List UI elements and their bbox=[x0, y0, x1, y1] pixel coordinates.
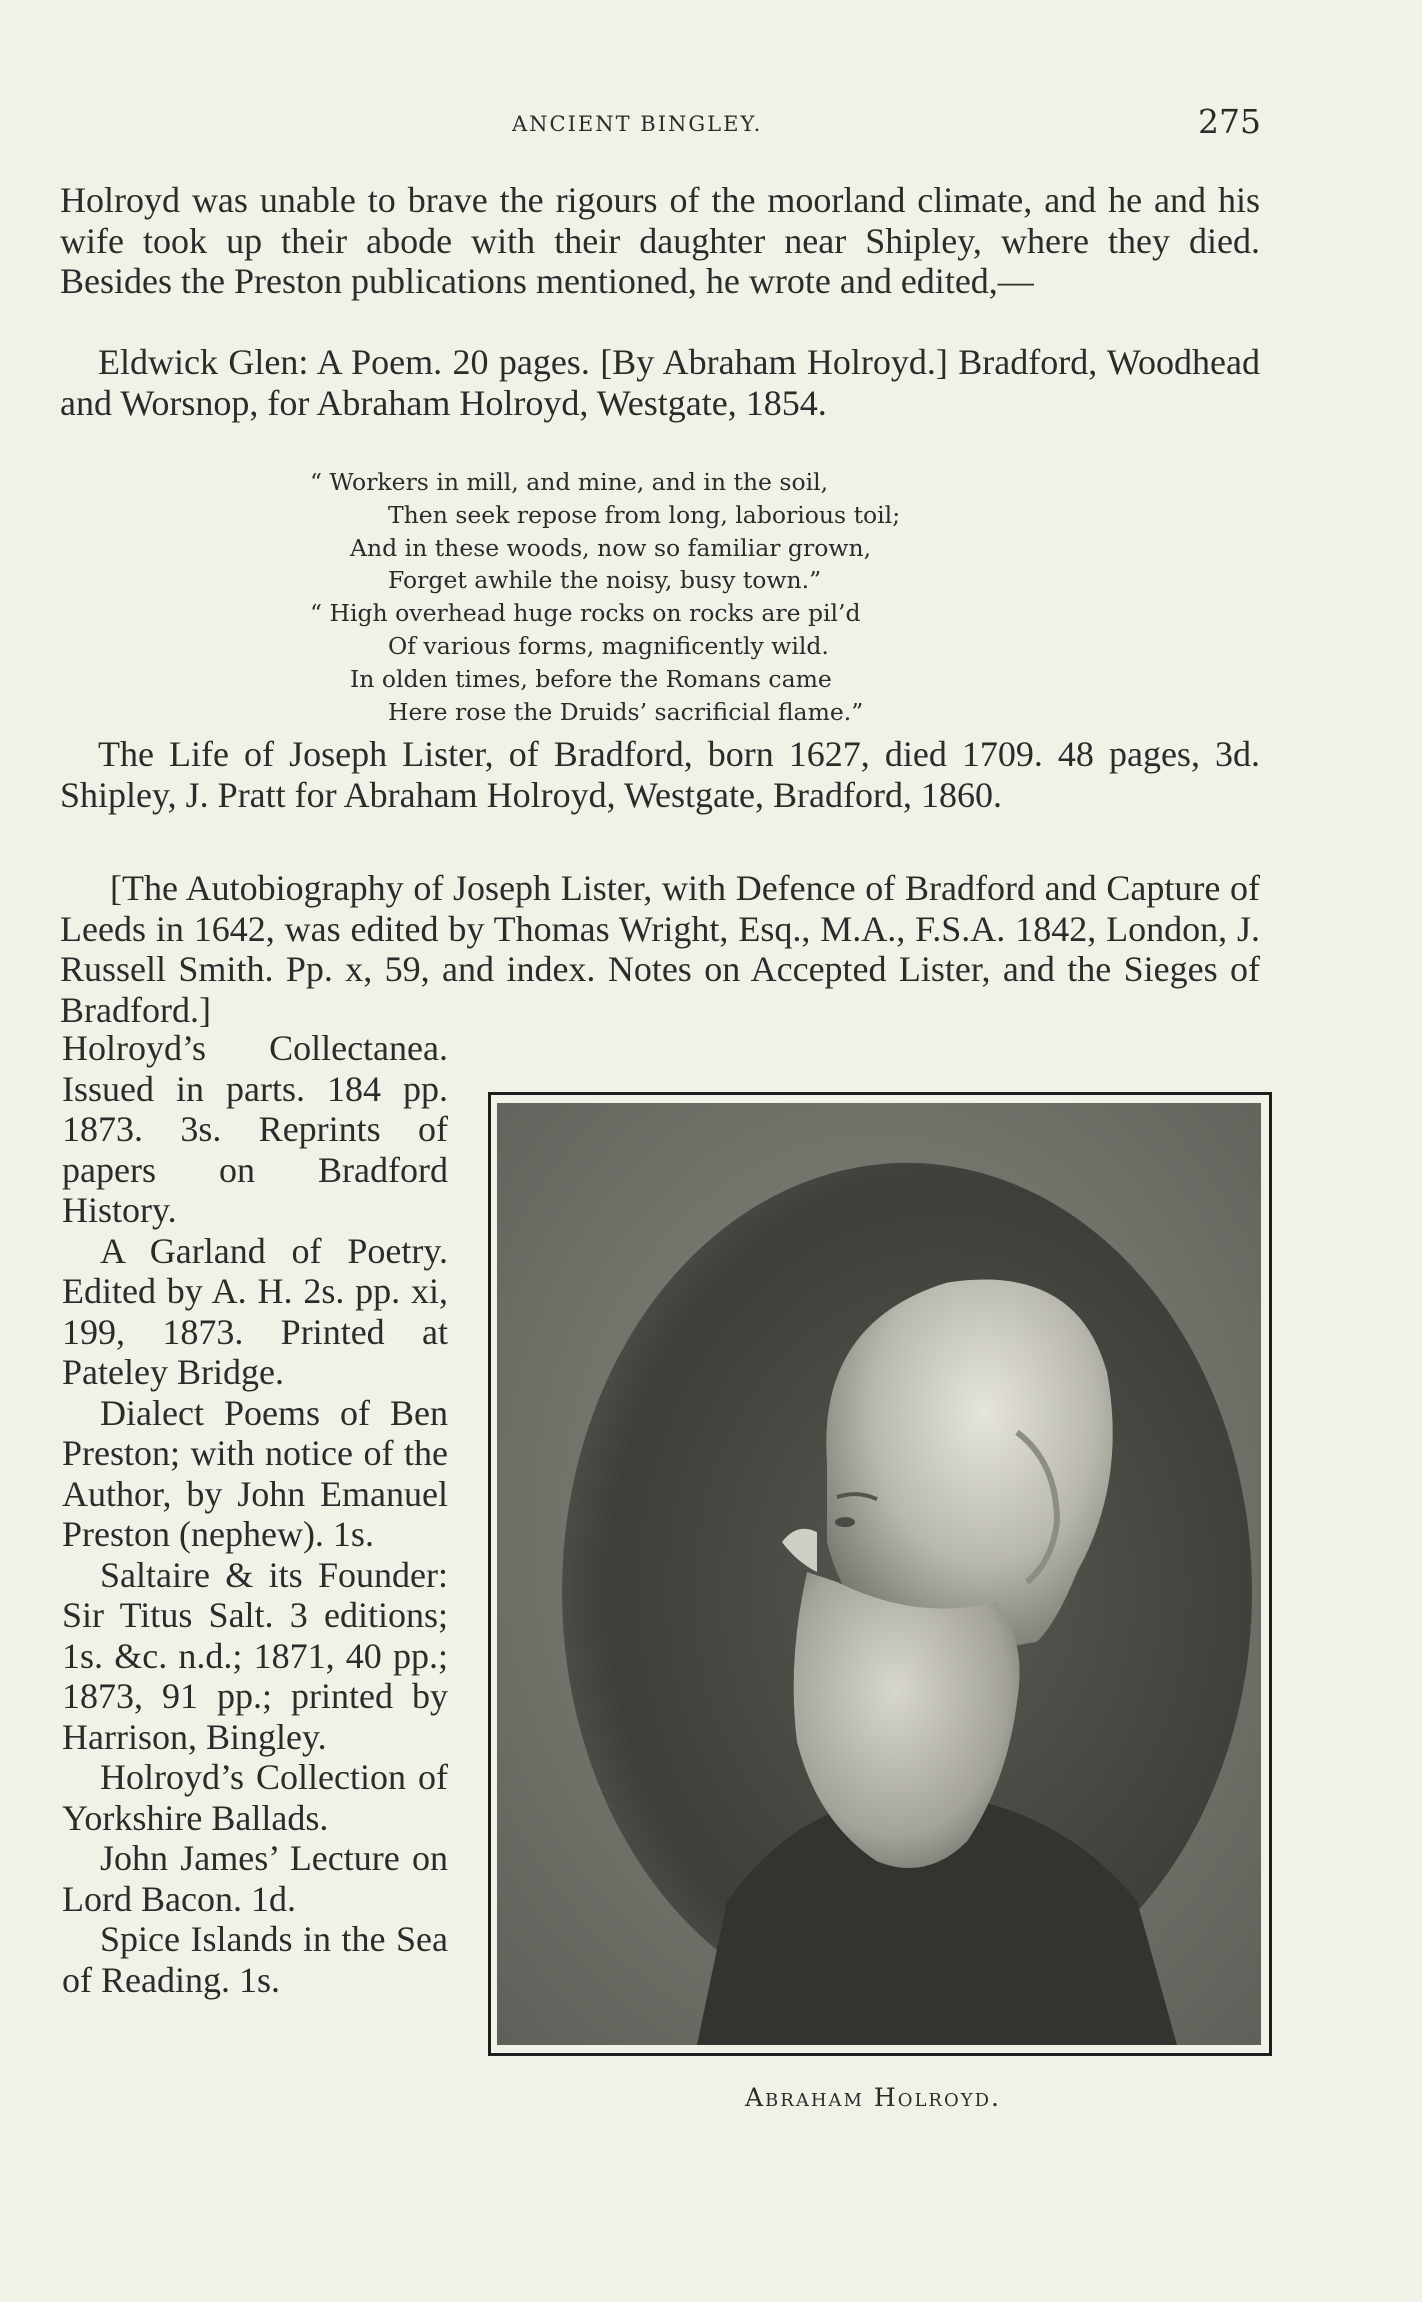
paragraph-autobiography-note: [The Autobiography of Joseph Lister, with Defence of Bradford and Capture of Leeds in 1642, was edited by Thomas Wright, Esq., M.A., F.S.A. 1842, London, J. Russell Smith. Pp. x, 59, and index. Notes on Accepted Lister, and the Sieges of Bradford.] bbox=[60, 868, 1260, 1030]
poem-line: “ Workers in mill, and mine, and in the soil, bbox=[310, 468, 829, 496]
publication-list bbox=[62, 1028, 448, 2000]
poem-line: Here rose the Druids’ sacrificial flame.” bbox=[388, 697, 864, 726]
running-head: ANCIENT BINGLEY. bbox=[512, 112, 763, 136]
portrait-frame bbox=[488, 1092, 1272, 2056]
list-item: Dialect Poems of Ben Preston; with notice of the Author, by John Emanuel Preston (nephew). 1s. bbox=[62, 1392, 448, 1554]
poem-line: Forget awhile the noisy, busy town.” bbox=[388, 566, 822, 595]
list-item: A Garland of Poetry. Edited by A. H. 2s. pp. xi, 199, 1873. Printed at Pateley Bridge. bbox=[62, 1230, 448, 1392]
paragraph-holroyd-moorland: Holroyd was unable to brave the rigours of the moorland climate, and he and his wife took up their abode with their daughter near Shipley, where they died. Besides the Preston publications mentioned, he wrote and edited,— bbox=[60, 180, 1260, 301]
poem-line: Of various forms, magnificently wild. bbox=[388, 631, 829, 660]
paragraph-life-of-lister: The Life of Joseph Lister, of Bradford, born 1627, died 1709. 48 pages, 3d. Shipley, J. Pratt for Abraham Holroyd, Westgate, Bradford, 1860. bbox=[60, 734, 1260, 815]
list-item: Holroyd’s Collection of Yorkshire Ballads. bbox=[62, 1757, 448, 1838]
figure-caption: Abraham Holroyd. bbox=[745, 2083, 1001, 2112]
list-item: Spice Islands in the Sea of Reading. 1s. bbox=[62, 1919, 448, 2000]
poem-excerpt bbox=[310, 466, 1030, 728]
poem-line: And in these woods, now so familiar grown, bbox=[350, 533, 872, 562]
paragraph-eldwick-glen: Eldwick Glen: A Poem. 20 pages. [By Abraham Holroyd.] Bradford, Woodhead and Worsnop, for Abraham Holroyd, Westgate, 1854. bbox=[60, 342, 1260, 423]
page-number: 275 bbox=[1198, 102, 1261, 141]
poem-line: In olden times, before the Romans came bbox=[350, 664, 832, 693]
portrait-image bbox=[497, 1103, 1261, 2045]
list-item: Holroyd’s Collectanea. Issued in parts. 184 pp. 1873. 3s. Reprints of papers on Bradford History. bbox=[62, 1028, 448, 1230]
page-header bbox=[60, 102, 1260, 142]
poem-line: Then seek repose from long, laborious toil; bbox=[388, 500, 901, 529]
poem-line: “ High overhead huge rocks on rocks are pil’d bbox=[310, 599, 861, 628]
list-item: John James’ Lecture on Lord Bacon. 1d. bbox=[62, 1838, 448, 1919]
list-item: Saltaire & its Founder: Sir Titus Salt. 3 editions; 1s. &c. n.d.; 1871, 40 pp.; 1873, 91 pp.; printed by Harrison, Bingley. bbox=[62, 1554, 448, 1757]
